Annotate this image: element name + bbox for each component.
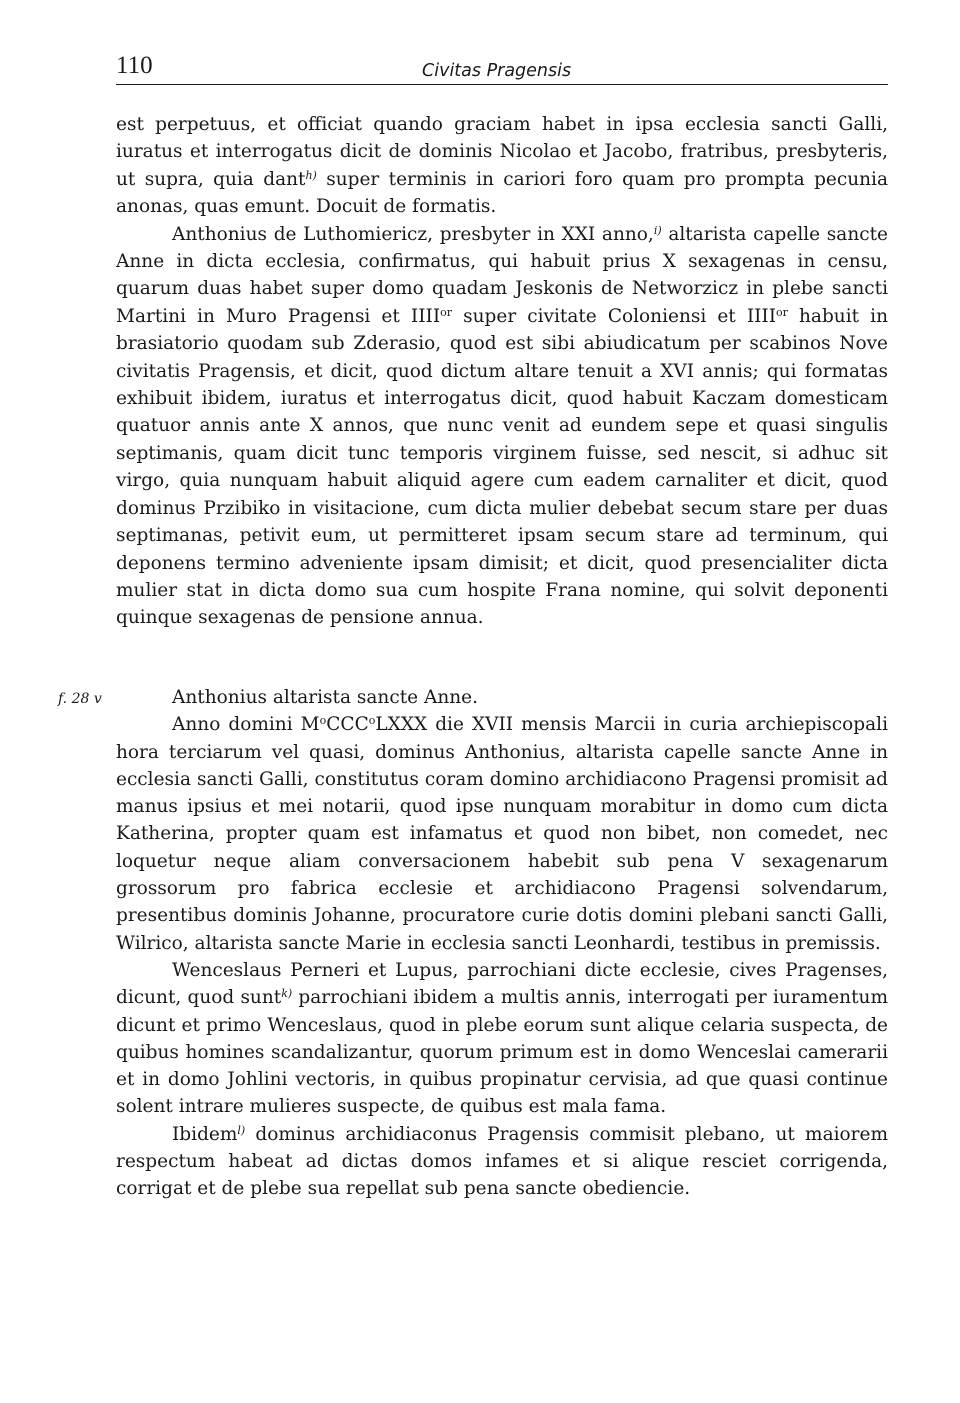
section-heading: Anthonius altarista sancte Anne.: [172, 687, 478, 708]
superscript-o-1: o: [319, 714, 327, 728]
running-title: Civitas Pragensis: [422, 61, 572, 81]
paragraph-4-text-a: Anno domini M: [172, 714, 320, 736]
paragraph-6-text-b: dominus archidiaconus Pragensis commisit plebano, ut maiorem respectum habeat ad dictas domos infames et si alique resciet corrigenda, corrigat et de plebe sua repellat sub pena sancte obediencie.: [116, 1123, 888, 1200]
footnote-ref-h: h): [305, 168, 317, 182]
superscript-or-2: or: [776, 305, 788, 319]
paragraph-2-text-d: habuit in brasiatorio quodam sub Zderasio, quod est sibi abiudicatum per scabinos Nove civitatis Pragensis, et dicit, quod dictum altare tenuit a XVI annis; qui formatas exhibuit ibidem, iuratus et interrogatus dicit, quod habuit Kaczam domesticam quatuor annis ante X annos, que nunc venit ad eundem sepe et quasi singulis septimanis, quam dicit tunc temporis virginem fuisse, sed nescit, si adhuc sit virgo, quia nunquam habuit aliquid agere cum eadem carnaliter et dicit, quod dominus Przibiko in visitacione, cum dicta mulier debebat secum stare per duas septimanas, petivit eum, ut permitteret ipsam secum stare ad terminum, qui deponens termino adveniente ipsam dimisit; et dicit, quod presencialiter dicta mulier stat in dicta domo sua cum hospite Frana nomine, qui solvit deponenti quinque sexagenas de pensione annua.: [116, 305, 888, 629]
paragraph-2-text-b: altarista capelle sancte Anne in dicta ecclesia, confirmatus, qui habuit prius X sexagenas in censu, quarum duas habet super domo quadam Jeskonis de Networzicz in plebe sancti Martini in Muro Pragensi et IIII: [116, 223, 888, 327]
superscript-or-1: or: [440, 305, 453, 319]
paragraph-6-text-a: Ibidem: [172, 1123, 238, 1145]
paragraph-5-text-a: Wenceslaus Perneri et Lupus, parrochiani dicte ecclesie, cives Pragenses, dicunt, quod sunt: [116, 959, 888, 1009]
paragraph-2-text-a: Anthonius de Luthomiericz, presbyter in XXI anno,: [172, 223, 654, 245]
paragraph-4: [116, 711, 888, 957]
paragraph-5-text-b: parrochiani ibidem a multis annis, interrogati per iuramentum dicunt et primo Wenceslaus, quod in plebe eorum sunt alique celaria suspecta, de quibus homines scandalizantur, quorum primum est in domo Wenceslai camerarii et in domo Johlini vectoris, in quibus propinatur cervisia, ad que quasi continue solent intrare mulieres suspecte, de quibus est mala fama.: [116, 987, 888, 1118]
paragraph-4-text-b: CCC: [326, 714, 369, 736]
folio-margin-note: f. 28 v: [58, 691, 102, 707]
footnote-ref-i: i): [653, 223, 662, 237]
text-block-bottom: [116, 684, 888, 1203]
paragraph-2: [116, 221, 888, 632]
paragraph-5: [116, 957, 888, 1121]
paragraph-2-text-c: super civitate Coloniensi et IIII: [452, 305, 777, 327]
paragraph-1-text-b: super terminis in cariori foro quam pro prompta pecunia anonas, quas emunt. Docuit de formatis.: [116, 168, 888, 218]
page-number: 110: [116, 52, 153, 79]
superscript-o-2: o: [368, 714, 376, 728]
footnote-ref-k: k): [281, 987, 293, 1001]
text-block-top: [116, 111, 888, 632]
paragraph-4-text-c: LXXX die XVII mensis Marcii in curia archiepiscopali hora terciarum vel quasi, dominus Anthonius, altarista capelle sancte Anne in ecclesia sancti Galli, constitutus coram domino archidiacono Pragensi promisit ad manus ipsius et mei notarii, quod ipse nunquam morabitur in domo cum dicta Katherina, propter quam est infamatus et quod non bibet, non comedet, nec loquetur neque aliam conversacionem habebit sub pena V sexagenarum grossorum pro fabrica ecclesie et archidiacono Pragensi solvendarum, presentibus dominis Johanne, procuratore curie dotis domini plebani sancti Galli, Wilrico, altarista sancte Marie in ecclesia sancti Leonhardi, testibus in premissis.: [116, 714, 888, 954]
page-header: [116, 52, 888, 85]
paragraph-1: [116, 111, 888, 221]
paragraph-1-text-a: est perpetuus, et officiat quando graciam habet in ipsa ecclesia sancti Galli, iuratus et interrogatus dicit de dominis Nicolao et Jacobo, fratribus, presbyteris, ut supra, quia dant: [116, 114, 888, 190]
footnote-ref-l: l): [237, 1123, 246, 1137]
paragraph-6: [116, 1121, 888, 1203]
